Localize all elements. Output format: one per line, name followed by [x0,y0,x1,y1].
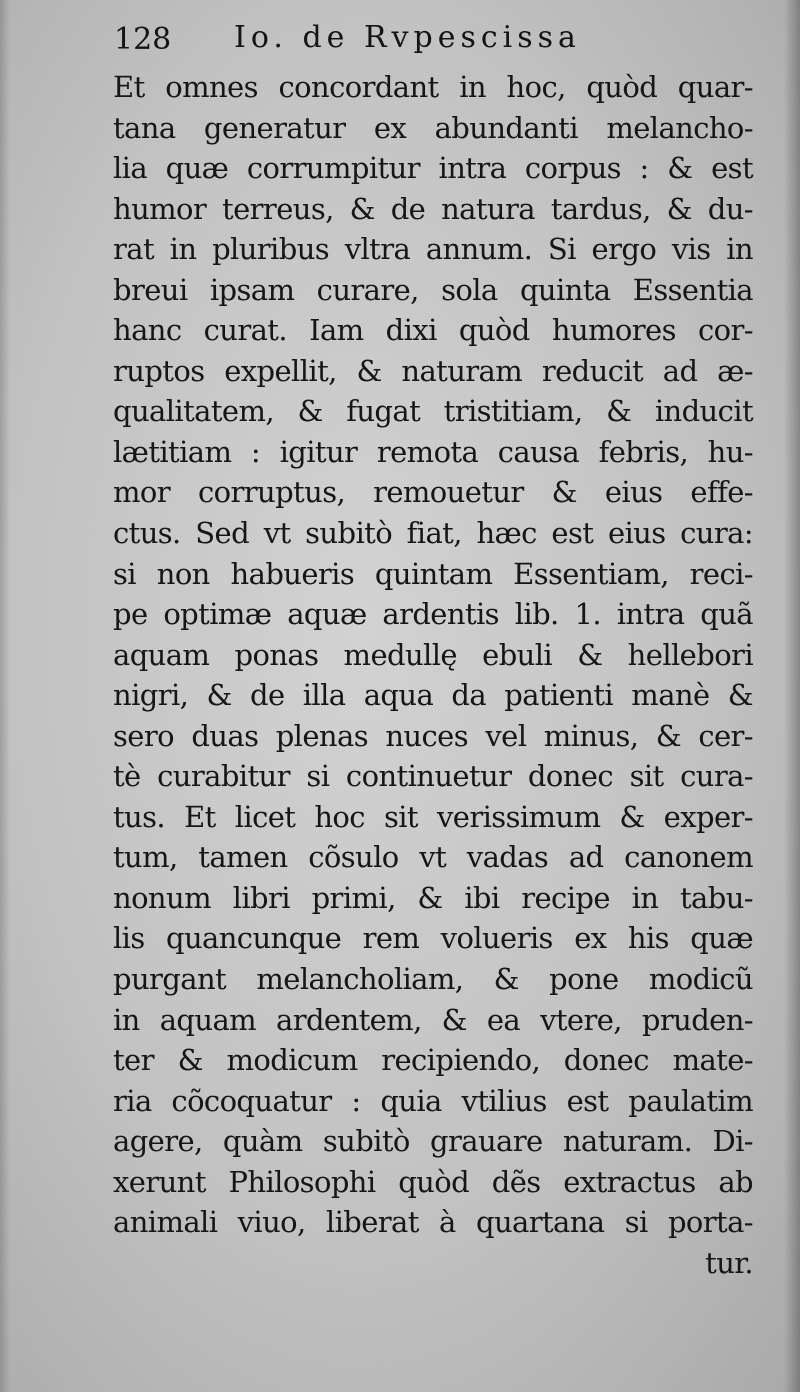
text-line: lis quancunque rem volueris ex his quæ [113,921,753,956]
text-line: lætitiam : igitur remota causa febris, hu- [113,434,753,469]
text-line: Et omnes concordant in hoc, quòd quar- [113,70,753,104]
page-header [114,20,614,60]
page-number: 128 [114,22,172,57]
text-line: humor terreus, & de natura tardus, & du- [113,191,753,226]
text-line: sero duas plenas nuces vel minus, & cer- [113,718,753,753]
text-line: tur. [705,1245,753,1280]
text-line: ter & modicum recipiendo, donec mate- [113,1043,753,1078]
page-right-shadow [784,0,800,1392]
text-line: nonum libri primi, & ibi recipe in tabu- [113,880,753,915]
text-line: tum, tamen cõsulo vt vadas ad canonem [113,840,753,875]
text-line: tana generatur ex abundanti melancho- [113,110,753,145]
text-line: si non habueris quintam Essentiam, reci- [113,556,753,591]
text-line: xerunt Philosophi quòd dẽs extractus ab [113,1164,753,1199]
running-head: Io. de Rvpescissa [234,20,581,55]
text-line: agere, quàm subitò grauare naturam. Di- [113,1124,753,1159]
text-line: tè curabitur si continuetur donec sit cura- [113,759,753,794]
text-line: mor corruptus, remouetur & eius effe- [113,475,753,510]
page-left-shadow [0,0,10,1392]
text-line: breui ipsam curare, sola quinta Essentia [113,272,753,307]
text-line: ruptos expellit, & naturam reducit ad æ- [113,353,753,388]
text-line: purgant melancholiam, & pone modicũ [113,962,753,997]
text-line: lia quæ corrumpitur intra corpus : & est [113,151,753,186]
text-line: animali viuo, liberat à quartana si porta- [113,1205,753,1240]
text-line: in aquam ardentem, & ea vtere, pruden- [113,1002,753,1037]
text-line: aquam ponas medullę ebuli & hellebori [113,637,753,672]
text-line: qualitatem, & fugat tristitiam, & inducit [113,394,753,429]
text-line: nigri, & de illa aqua da patienti manè & [113,678,753,713]
text-line: tus. Et licet hoc sit verissimum & exper- [113,799,753,834]
text-line: ctus. Sed vt subitò fiat, hæc est eius cura: [113,516,753,551]
text-line: pe optimæ aquæ ardentis lib. 1. intra quã [113,597,753,632]
body-text [113,67,753,1283]
text-line: ria cõcoquatur : quia vtilius est paulatim [113,1083,753,1118]
text-line: hanc curat. Iam dixi quòd humores cor- [113,313,753,348]
text-line: rat in pluribus vltra annum. Si ergo vis in [113,232,753,267]
